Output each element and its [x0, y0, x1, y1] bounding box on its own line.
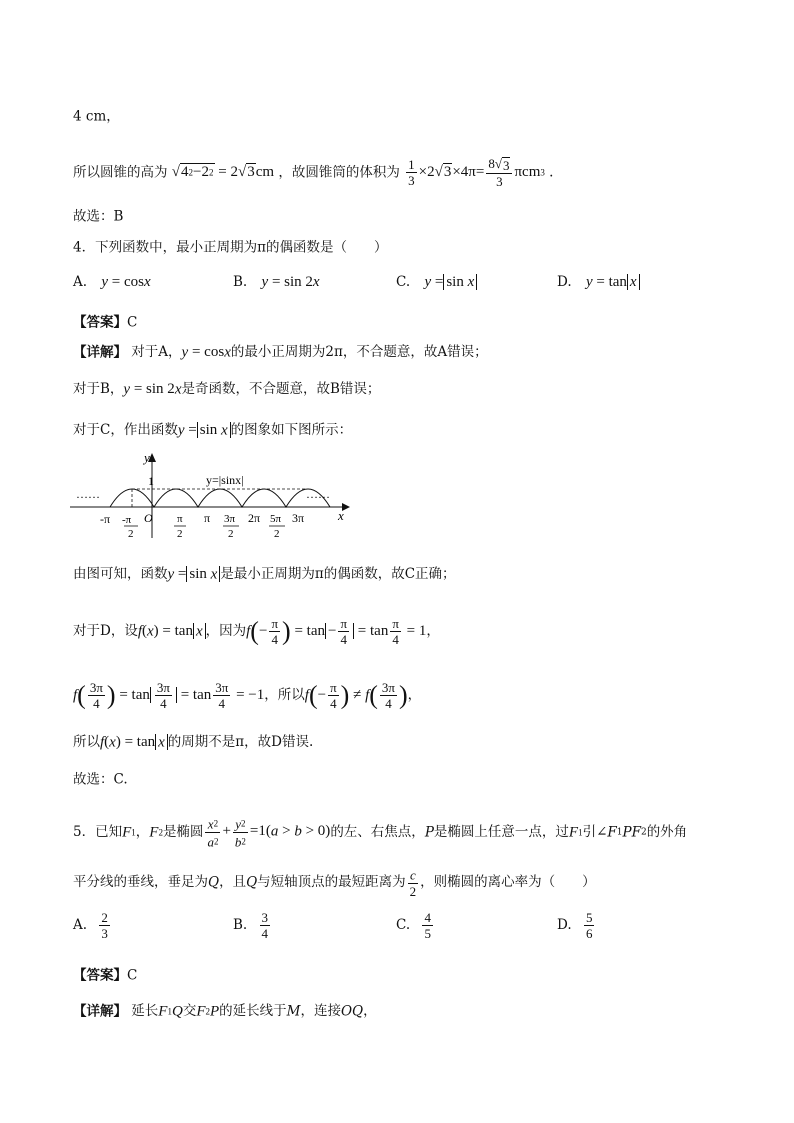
- q5-option-b: [233, 910, 272, 941]
- q4-option-d-letter: D.: [557, 274, 572, 290]
- q5-option-d-num: 5: [585, 910, 593, 925]
- q4-option-a-letter: A.: [73, 274, 88, 290]
- q4-answer: [73, 313, 137, 332]
- q4-detail-c-text: 对于C，作出函数y = sin x 的图象如下图所示：: [73, 422, 353, 439]
- q5-option-d: [557, 910, 596, 941]
- q5-option-b-den: 4: [261, 926, 269, 941]
- tick-5halfpi-num: 5π: [270, 513, 282, 525]
- q5-option-c-num: 4: [424, 910, 431, 925]
- q4-detail-tag: 【详解】: [73, 344, 127, 361]
- tick-halfpi-num: π: [177, 513, 183, 525]
- choose-b-text: 故选：B: [73, 208, 124, 225]
- q4-option-c-expr: y = sin x: [424, 274, 477, 290]
- y-axis-label: y: [144, 450, 150, 465]
- text-choose-b: [73, 207, 123, 226]
- q5-option-b-num: 3: [261, 910, 269, 925]
- q4-detail-d3: [73, 733, 313, 752]
- q4-detail-a-text: 对于A，y = cosx的最小正周期为2π，不合题意，故A错误；: [131, 344, 488, 361]
- q4-detail-d2: [73, 680, 421, 711]
- right-dots: ……: [306, 487, 330, 501]
- q4-detail-d2-text: f( $\frac{3\pi}{4}$ ) = tan $\frac{3\pi}{4}$ = tan $\frac{3\pi}{4}$ = −1，所以f(− $\frac{\pi}{4}$ ) ≠ f( $\frac{3\pi}{4}$ )，: [73, 680, 422, 711]
- tick-neg-halfpi-num: -π: [122, 514, 132, 526]
- q4-detail-c: [73, 421, 352, 440]
- abs-sin-graph: [70, 448, 360, 543]
- q5-answer-value: C: [127, 967, 138, 984]
- q4-answer-tag: 【答案】: [73, 314, 127, 331]
- tick-3halfpi-num: 3π: [224, 513, 236, 525]
- q5-answer-tag: 【答案】: [73, 967, 127, 984]
- curve-label: y=|sinx|: [206, 473, 244, 487]
- x-axis-label: x: [338, 508, 344, 523]
- q5-option-a: [73, 910, 112, 941]
- abs-sin-curve: [110, 489, 330, 507]
- q4-detail-d1: [73, 616, 440, 647]
- q4-option-d-expr: y = tan x: [586, 274, 640, 290]
- q4-option-c: [396, 274, 477, 291]
- text-line-4cm: [73, 107, 120, 126]
- q4-detail-b: [73, 380, 380, 399]
- q4-conclude-c: [73, 565, 456, 584]
- cone-end: .: [549, 164, 554, 181]
- text-line-cone: [73, 156, 553, 189]
- y-one-label: 1: [148, 474, 154, 488]
- q4-conclude-c-text: 由图可知，函数y = sin x 是最小正周期为π的偶函数，故C正确；: [73, 566, 456, 583]
- q5-option-a-letter: A.: [73, 917, 88, 933]
- q4-option-a-expr: y = cosx: [101, 274, 151, 290]
- left-dots: ……: [76, 487, 100, 501]
- q4-stem: [73, 238, 387, 257]
- cone-prefix: 所以圆锥的高为: [73, 164, 168, 181]
- cone-volume-formula: $\frac{1}{3}$ ×2√3×4π= $\frac{8√3}{3}$ πcm3: [408, 156, 545, 189]
- q5-detail-tag: 【详解】: [73, 1003, 127, 1020]
- tick-3pi: 3π: [292, 511, 305, 525]
- q5-option-b-letter: B.: [233, 917, 248, 933]
- q4-detail-b-text: 对于B，y = sin 2x是奇函数，不合题意，故B错误；: [73, 381, 381, 398]
- q5-option-c-den: 5: [424, 926, 431, 941]
- q4-choose: [73, 770, 128, 789]
- q5-option-c-letter: C.: [396, 917, 411, 933]
- q4-answer-value: C: [127, 314, 138, 331]
- tick-5halfpi-den: 2: [274, 528, 280, 540]
- q4-detail-a: [73, 343, 488, 362]
- q5-detail-text: 延长F1Q交F2P的延长线于M，连接OQ，: [131, 1003, 377, 1020]
- cone-middle: ，故圆锥筒的体积为: [278, 164, 400, 181]
- q4-option-b-expr: y = sin 2x: [261, 274, 320, 290]
- q5-line2: [73, 866, 596, 899]
- q5-answer: [73, 966, 137, 985]
- q4-choose-text: 故选：C.: [73, 771, 128, 788]
- q4-stem-text: 4．下列函数中，最小正周期为π的偶函数是（ ）: [73, 239, 388, 256]
- tick-3halfpi-den: 2: [228, 528, 234, 540]
- q5-option-c: [396, 910, 435, 941]
- q4-option-c-letter: C.: [396, 274, 411, 290]
- q5-line1: [73, 815, 687, 849]
- q4-option-b-letter: B.: [233, 274, 248, 290]
- q5-option-d-letter: D.: [557, 917, 572, 933]
- tick-origin: O: [144, 511, 153, 525]
- q4-option-b: [233, 274, 320, 291]
- tick-neg-halfpi-den: 2: [128, 528, 134, 540]
- q4-option-a: [73, 274, 151, 291]
- q5-detail: [73, 1002, 377, 1021]
- q4-option-d: [557, 274, 640, 291]
- tick-halfpi-den: 2: [177, 528, 183, 540]
- q5-line2-text: 平分线的垂线，垂足为Q，且Q与短轴顶点的最短距离为 $\frac{c}{2}$ ，则椭圆的离心率为（ ）: [73, 867, 596, 899]
- cone-height-formula: √42−22 = 2√3cm: [171, 163, 275, 181]
- q5-option-a-den: 3: [101, 926, 108, 941]
- q4-detail-d1-text: 对于D，设f(x) = tan x ，因为f(− $\frac{\pi}{4}$ ) = tan − $\frac{\pi}{4}$ = tan $\frac{\pi}{4}$ = 1，: [73, 616, 440, 647]
- text-4cm: 4 cm，: [73, 108, 120, 125]
- tick-2pi: 2π: [248, 511, 261, 525]
- q5-option-d-den: 6: [585, 926, 593, 941]
- tick-pi: π: [204, 511, 211, 525]
- q4-detail-d3-text: 所以f(x) = tan x 的周期不是π，故D错误.: [73, 734, 314, 751]
- q5-line1-text: 5．已知F1，F2是椭圆 $\frac{x2}{a2}$ + $\frac{y2}{b2}$ =1(a > b > 0)的左、右焦点，P是椭圆上任意一点，过F1引∠F1PF2的外角: [73, 816, 688, 850]
- tick-neg-pi: -π: [100, 512, 111, 526]
- q5-option-a-num: 2: [101, 910, 108, 925]
